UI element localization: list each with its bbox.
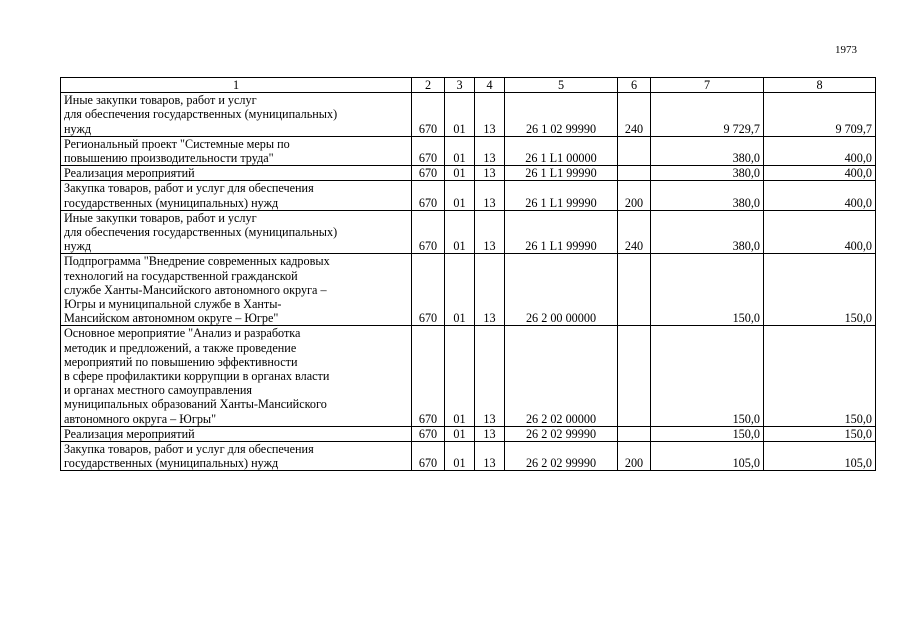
column-header: 6 bbox=[618, 78, 651, 93]
cell-amount-year1: 380,0 bbox=[651, 181, 764, 210]
row-name-line: Основное мероприятие "Анализ и разработка bbox=[64, 326, 301, 341]
row-name bbox=[61, 442, 412, 471]
cell-admin-code: 670 bbox=[412, 166, 445, 181]
column-header: 2 bbox=[412, 78, 445, 93]
row-name bbox=[61, 136, 412, 165]
row-name-line: нужд bbox=[64, 121, 92, 136]
cell-admin-code: 670 bbox=[412, 426, 445, 441]
table-row bbox=[61, 426, 876, 441]
row-name bbox=[61, 93, 412, 137]
table-row bbox=[61, 210, 876, 254]
cell-amount-year2: 150,0 bbox=[764, 326, 876, 426]
row-name-line: Иные закупки товаров, работ и услуг bbox=[64, 210, 257, 225]
cell-section: 01 bbox=[445, 442, 475, 471]
row-name bbox=[61, 254, 412, 326]
table-row bbox=[61, 166, 876, 181]
row-name-line: государственных (муниципальных) нужд bbox=[64, 195, 279, 210]
cell-target-article: 26 1 L1 99990 bbox=[505, 181, 618, 210]
cell-amount-year2: 400,0 bbox=[764, 136, 876, 165]
cell-amount-year1: 380,0 bbox=[651, 210, 764, 254]
row-name-line: технологий на государственной гражданской bbox=[64, 268, 298, 283]
cell-subsection: 13 bbox=[475, 166, 505, 181]
cell-amount-year2: 400,0 bbox=[764, 166, 876, 181]
cell-expense-type bbox=[618, 166, 651, 181]
table-row bbox=[61, 93, 876, 137]
row-name-line: Иные закупки товаров, работ и услуг bbox=[64, 93, 257, 108]
cell-amount-year1: 150,0 bbox=[651, 254, 764, 326]
cell-target-article: 26 1 L1 99990 bbox=[505, 166, 618, 181]
row-name-line: для обеспечения государственных (муниципальных) bbox=[64, 107, 338, 122]
table-header bbox=[61, 78, 876, 93]
cell-amount-year2: 150,0 bbox=[764, 254, 876, 326]
cell-expense-type bbox=[618, 254, 651, 326]
row-name-line: муниципальных образований Ханты-Мансийского bbox=[64, 397, 327, 412]
cell-expense-type bbox=[618, 426, 651, 441]
cell-subsection: 13 bbox=[475, 210, 505, 254]
cell-section: 01 bbox=[445, 181, 475, 210]
cell-admin-code: 670 bbox=[412, 442, 445, 471]
cell-admin-code: 670 bbox=[412, 210, 445, 254]
row-name-line: и органах местного самоуправления bbox=[64, 383, 253, 398]
column-header: 3 bbox=[445, 78, 475, 93]
row-name bbox=[61, 426, 412, 441]
row-name bbox=[61, 181, 412, 210]
cell-subsection: 13 bbox=[475, 254, 505, 326]
cell-amount-year1: 380,0 bbox=[651, 166, 764, 181]
cell-amount-year1: 380,0 bbox=[651, 136, 764, 165]
cell-section: 01 bbox=[445, 166, 475, 181]
table-row bbox=[61, 181, 876, 210]
row-name-line: Закупка товаров, работ и услуг для обеспечения bbox=[64, 442, 314, 457]
table-body bbox=[61, 93, 876, 471]
cell-section: 01 bbox=[445, 426, 475, 441]
row-name-line: для обеспечения государственных (муниципальных) bbox=[64, 225, 338, 240]
cell-admin-code: 670 bbox=[412, 93, 445, 137]
row-name-line: Подпрограмма "Внедрение современных кадровых bbox=[64, 254, 330, 269]
cell-target-article: 26 1 L1 00000 bbox=[505, 136, 618, 165]
cell-subsection: 13 bbox=[475, 181, 505, 210]
cell-subsection: 13 bbox=[475, 442, 505, 471]
cell-section: 01 bbox=[445, 326, 475, 426]
row-name-line: повышению производительности труда" bbox=[64, 151, 274, 166]
cell-section: 01 bbox=[445, 210, 475, 254]
cell-amount-year1: 9 729,7 bbox=[651, 93, 764, 137]
cell-subsection: 13 bbox=[475, 326, 505, 426]
cell-amount-year2: 400,0 bbox=[764, 181, 876, 210]
row-name-line: Мансийском автономном округе – Югре" bbox=[64, 311, 279, 326]
cell-amount-year1: 105,0 bbox=[651, 442, 764, 471]
table-row bbox=[61, 136, 876, 165]
row-name-line: государственных (муниципальных) нужд bbox=[64, 456, 279, 471]
cell-target-article: 26 2 02 99990 bbox=[505, 426, 618, 441]
cell-admin-code: 670 bbox=[412, 181, 445, 210]
row-name bbox=[61, 210, 412, 254]
row-name bbox=[61, 326, 412, 426]
row-name-line: Региональный проект "Системные меры по bbox=[64, 136, 290, 151]
cell-amount-year1: 150,0 bbox=[651, 426, 764, 441]
cell-section: 01 bbox=[445, 136, 475, 165]
row-name-line: Реализация мероприятий bbox=[64, 166, 195, 181]
page-number: 1973 bbox=[835, 44, 857, 56]
row-name-line: в сфере профилактики коррупции в органах власти bbox=[64, 369, 330, 384]
cell-target-article: 26 1 02 99990 bbox=[505, 93, 618, 137]
row-name-line: Реализация мероприятий bbox=[64, 426, 195, 441]
cell-amount-year2: 400,0 bbox=[764, 210, 876, 254]
row-name bbox=[61, 166, 412, 181]
column-header: 5 bbox=[505, 78, 618, 93]
cell-expense-type bbox=[618, 136, 651, 165]
cell-expense-type: 200 bbox=[618, 442, 651, 471]
cell-subsection: 13 bbox=[475, 136, 505, 165]
row-name-line: Югры и муниципальной службе в Ханты- bbox=[64, 297, 282, 312]
cell-expense-type: 200 bbox=[618, 181, 651, 210]
cell-subsection: 13 bbox=[475, 93, 505, 137]
header-row bbox=[61, 78, 876, 93]
row-name-line: Закупка товаров, работ и услуг для обеспечения bbox=[64, 181, 314, 196]
row-name-line: методик и предложений, а также проведение bbox=[64, 340, 297, 355]
column-header: 7 bbox=[651, 78, 764, 93]
cell-section: 01 bbox=[445, 93, 475, 137]
cell-expense-type bbox=[618, 326, 651, 426]
table-row bbox=[61, 326, 876, 426]
budget-table bbox=[60, 77, 876, 471]
row-name-line: мероприятий по повышению эффективности bbox=[64, 354, 298, 369]
row-name-line: службе Ханты-Мансийского автономного округа – bbox=[64, 282, 327, 297]
table-row bbox=[61, 442, 876, 471]
table-row bbox=[61, 254, 876, 326]
column-header: 8 bbox=[764, 78, 876, 93]
column-header: 1 bbox=[61, 78, 412, 93]
cell-amount-year2: 105,0 bbox=[764, 442, 876, 471]
cell-amount-year1: 150,0 bbox=[651, 326, 764, 426]
cell-expense-type: 240 bbox=[618, 93, 651, 137]
cell-admin-code: 670 bbox=[412, 254, 445, 326]
cell-target-article: 26 2 00 00000 bbox=[505, 254, 618, 326]
row-name-line: нужд bbox=[64, 239, 92, 254]
column-header: 4 bbox=[475, 78, 505, 93]
cell-target-article: 26 2 02 99990 bbox=[505, 442, 618, 471]
cell-expense-type: 240 bbox=[618, 210, 651, 254]
cell-amount-year2: 150,0 bbox=[764, 426, 876, 441]
cell-target-article: 26 2 02 00000 bbox=[505, 326, 618, 426]
cell-admin-code: 670 bbox=[412, 326, 445, 426]
cell-target-article: 26 1 L1 99990 bbox=[505, 210, 618, 254]
row-name-line: автономного округа – Югры" bbox=[64, 411, 217, 426]
cell-subsection: 13 bbox=[475, 426, 505, 441]
cell-admin-code: 670 bbox=[412, 136, 445, 165]
cell-amount-year2: 9 709,7 bbox=[764, 93, 876, 137]
cell-section: 01 bbox=[445, 254, 475, 326]
